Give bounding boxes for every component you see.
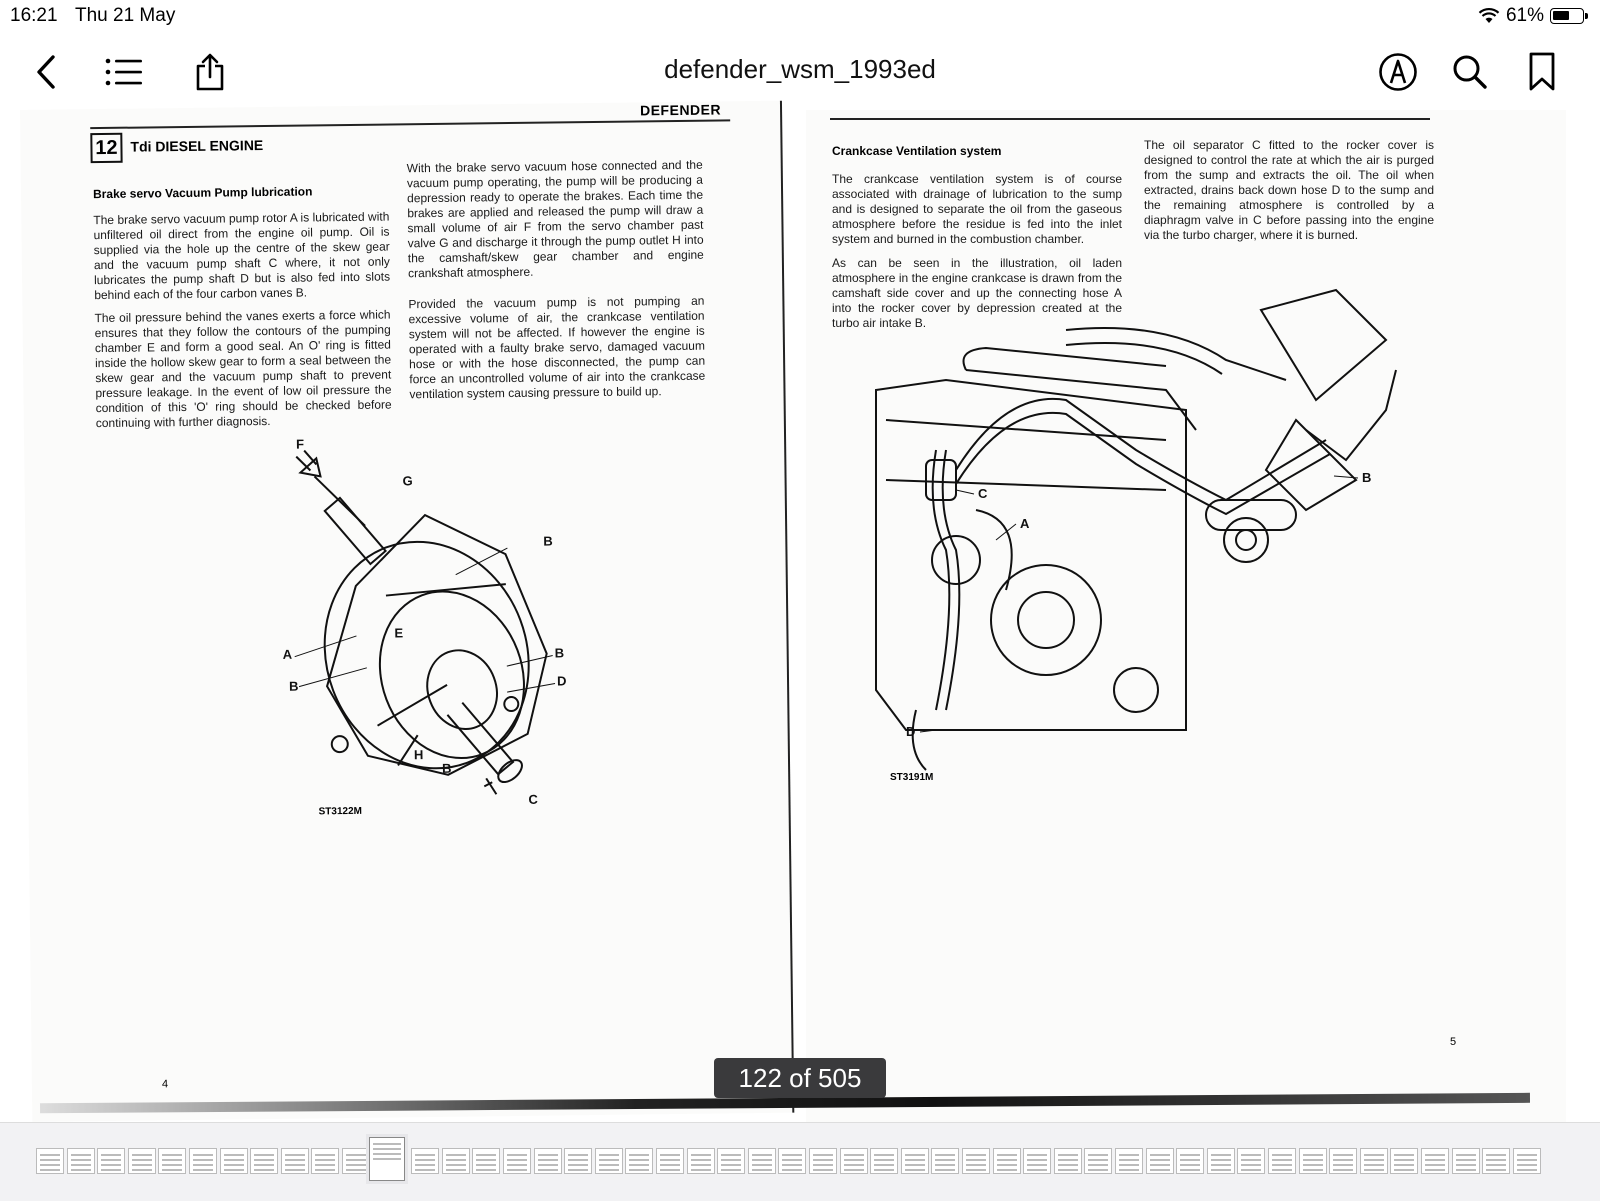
thumbnail[interactable] (97, 1148, 125, 1174)
thumbnail[interactable] (411, 1148, 439, 1174)
thumbnail[interactable] (189, 1148, 217, 1174)
thumbnail[interactable] (931, 1148, 959, 1174)
thumbnail[interactable] (809, 1148, 837, 1174)
left-fig-label-e: E (394, 625, 404, 641)
thumbnail[interactable] (1207, 1148, 1235, 1174)
left-page-top-rule (90, 119, 730, 129)
wifi-icon (1478, 8, 1500, 24)
battery-fill (1553, 11, 1569, 20)
thumbnail[interactable] (503, 1148, 531, 1174)
document-viewer[interactable] (0, 101, 1600, 1122)
thumbnail[interactable] (687, 1148, 715, 1174)
right-subheading: Crankcase Ventilation system (832, 144, 1002, 158)
left-page (20, 101, 794, 1122)
left-figure-code: ST3122M (318, 805, 363, 818)
document-title: defender_wsm_1993ed (664, 54, 936, 84)
thumbnail[interactable] (1084, 1148, 1112, 1174)
thumbnail[interactable] (748, 1148, 776, 1174)
thumbnail[interactable] (1146, 1148, 1174, 1174)
bookmark-button[interactable] (1516, 46, 1568, 98)
thumbnail[interactable] (534, 1148, 562, 1174)
left-col2-p1: With the brake servo vacuum hose connected and the vacuum pump operating, the pump will be producing a depression ready to operate the brakes. Each time the brakes are applied and released the pump will draw a small volume of air F from the servo chamber past valve G and discharge it through the pump outlet H into the camshaft/skew gear chamber and engine crankshaft atmosphere. (406, 157, 704, 281)
thumbnail[interactable] (840, 1148, 868, 1174)
thumbnail[interactable] (1176, 1148, 1204, 1174)
battery-percent: 61% (1505, 5, 1544, 26)
thumbnail[interactable] (281, 1148, 309, 1174)
thumbnail[interactable] (311, 1148, 339, 1174)
thumbnail[interactable] (564, 1148, 592, 1174)
thumbnail[interactable] (901, 1148, 929, 1174)
thumbnail[interactable] (250, 1148, 278, 1174)
thumbnail[interactable] (1329, 1148, 1357, 1174)
thumbnail[interactable] (1390, 1148, 1418, 1174)
thumbnail[interactable] (1513, 1148, 1541, 1174)
thumbnail[interactable] (1299, 1148, 1327, 1174)
left-fig-label-b3: B (554, 645, 565, 661)
thumbnail[interactable] (36, 1148, 64, 1174)
thumbnail[interactable] (656, 1148, 684, 1174)
page-counter: 122 of 505 (714, 1058, 886, 1098)
thumbnail[interactable] (472, 1148, 500, 1174)
left-fig-label-b4: B (441, 760, 452, 776)
left-fig-label-a: A (282, 646, 293, 662)
section-number-box (90, 133, 122, 163)
thumbnail[interactable] (1054, 1148, 1082, 1174)
left-fig-label-h: H (413, 747, 424, 763)
thumbnail-strip[interactable] (0, 1122, 1600, 1201)
thumbnail[interactable] (962, 1148, 990, 1174)
search-button[interactable] (1444, 46, 1496, 98)
left-fig-label-f: F (296, 436, 305, 452)
status-right (1478, 5, 1584, 27)
right-page-top-rule (830, 118, 1430, 120)
left-col1-p2: The oil pressure behind the vanes exerts a force which ensures that they follow the contours of the pumping chamber E and form a good seal. An O' ring is fitted inside the hollow skew gear to form a seal between the skew gear and the vacuum pump shaft to prevent pressure leakage. In the event of low oil pressure the condition of this 'O' ring should be checked before continuing with further diagnosis. (94, 307, 392, 431)
engine-figure (866, 290, 1446, 790)
left-col2-p2: Provided the vacuum pump is not pumping an excessive volume of air, the crankcase ventilation system will not be affected. If however the engine is operated with a faulty brake servo, damaged vacuum hose or with the hose disconnected, the pump can force an uncontrolled volume of air into the crankcase ventilation system causing pressure to build up. (408, 293, 706, 402)
status-bar (0, 0, 1600, 34)
thumbnail[interactable] (1482, 1148, 1510, 1174)
left-col1-p1: The brake servo vacuum pump rotor A is lubricated with unfiltered oil direct from the engine oil pump. Oil is supplied via the hole up the centre of the skew gear and the vacuum pump shaft C where, it not only lubricates the pump shaft D but is also fed into slots behind each of the four carbon vanes B. (93, 209, 391, 303)
section-number: 12 (95, 136, 118, 160)
thumbnail[interactable] (1023, 1148, 1051, 1174)
thumbnail[interactable] (1421, 1148, 1449, 1174)
right-col1-p1: The crankcase ventilation system is of course associated with drainage of lubrication to the sump and is designed to separate the oil from the gaseous atmosphere before the residue is fed into the inlet system and burned in the combustion chamber. (832, 172, 1122, 246)
left-fig-label-b1: B (543, 533, 553, 549)
thumbnail[interactable] (870, 1148, 898, 1174)
thumbnail[interactable] (1237, 1148, 1265, 1174)
thumbnail[interactable] (717, 1148, 745, 1174)
thumbnail[interactable] (158, 1148, 186, 1174)
status-time: 16:21 (10, 5, 58, 26)
thumbnail[interactable] (595, 1148, 623, 1174)
right-page-number: 5 (1450, 1036, 1457, 1048)
thumbnail-current[interactable] (369, 1137, 405, 1181)
left-page-number: 4 (161, 1078, 169, 1091)
battery-icon (1550, 8, 1584, 24)
thumbnail[interactable] (993, 1148, 1021, 1174)
section-title: Tdi DIESEL ENGINE (130, 137, 264, 155)
right-col1-p2: As can be seen in the illustration, oil laden atmosphere in the engine crankcase is drawn from the camshaft side cover and up the connecting hose A into the rocker cover by depression created at the turbo air intake B. (832, 256, 1122, 330)
thumbnail[interactable] (220, 1148, 248, 1174)
right-figure-code: ST3191M (890, 772, 934, 783)
markup-button[interactable] (1372, 46, 1424, 98)
search-icon (1452, 54, 1488, 90)
status-date: Thu 21 May (75, 5, 176, 26)
right-fig-label-b: B (1362, 470, 1372, 485)
right-fig-label-a: A (1020, 516, 1030, 531)
vacuum-pump-figure (274, 433, 579, 817)
thumbnail[interactable] (1452, 1148, 1480, 1174)
left-fig-label-c: C (528, 791, 538, 807)
thumbnail[interactable] (67, 1148, 95, 1174)
thumbnail[interactable] (625, 1148, 653, 1174)
right-col2-p1: The oil separator C fitted to the rocker cover is designed to control the rate at which the air is purged from the sump and extracts the oil. The oil when extracted, drains back down hose D to the sump and the remaining atmosphere is controlled by a diaphragm valve in C before passing into the engine via the turbo charger, where it is burned. (1144, 138, 1434, 242)
right-fig-label-c: C (978, 486, 988, 501)
right-page (806, 110, 1566, 1122)
right-fig-label-d: D (906, 724, 916, 739)
thumbnail[interactable] (128, 1148, 156, 1174)
left-fig-label-g: G (402, 473, 413, 489)
left-subheading: Brake servo Vacuum Pump lubrication (92, 184, 313, 202)
bookmark-icon (1528, 52, 1556, 92)
markup-icon (1378, 52, 1418, 92)
thumbnail[interactable] (1360, 1148, 1388, 1174)
left-fig-label-b2: B (288, 678, 299, 694)
left-fig-label-d: D (556, 673, 567, 689)
thumbnail[interactable] (342, 1148, 370, 1174)
thumbnail[interactable] (442, 1148, 470, 1174)
left-header-right: DEFENDER (639, 101, 722, 119)
thumbnail[interactable] (778, 1148, 806, 1174)
toolbar (0, 34, 1600, 111)
thumbnail[interactable] (1268, 1148, 1296, 1174)
thumbnail[interactable] (1115, 1148, 1143, 1174)
